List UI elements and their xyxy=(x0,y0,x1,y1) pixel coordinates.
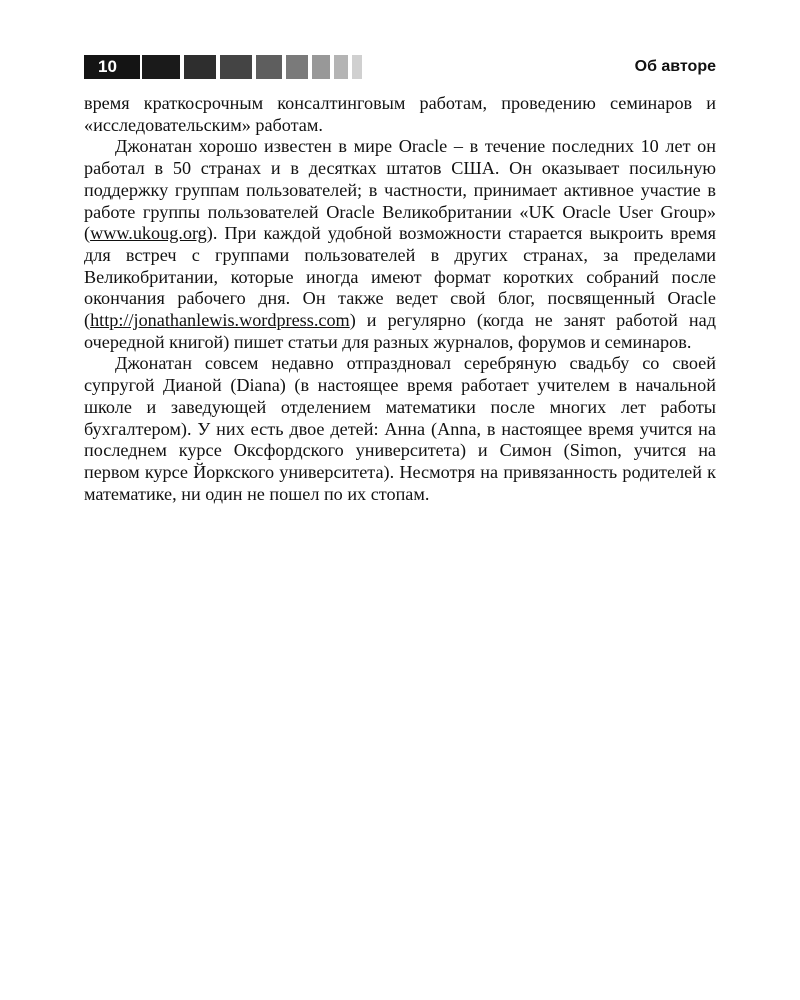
paragraph-text: Джонатан хорошо известен в мире Oracle – в течение последних 10 лет он работал в 50 странах и в десятках штатов США. Он оказывает посильную поддержку группам пользователей; в частности, принимает активное участие в работе группы пользователей Oracle Великобритании «UK Oracle User Group» ( xyxy=(84,136,716,244)
blog-link[interactable]: http://jonathanlewis.wordpress.com xyxy=(90,310,350,331)
paragraph: Джонатан совсем недавно отпраздновал серебряную свадьбу со своей супругой Дианой (Diana) (в настоящее время работает учителем в начальной школе и заведующей отделением математики после многих лет работы бухгалтером). У них есть двое детей: Анна (Anna, в настоящее время учится на последнем курсе Оксфордского университета) и Симон (Simon, учится на первом курсе Йоркского университета). Несмотря на привязанность родителей к математике, ни один не пошел по их стопам. xyxy=(84,353,716,504)
header-bar xyxy=(312,55,330,79)
header-bar xyxy=(256,55,282,79)
body-text xyxy=(84,93,716,505)
section-title: Об авторе xyxy=(634,58,716,75)
header-bar xyxy=(220,55,252,79)
page-number: 10 xyxy=(84,55,140,79)
ukoug-link[interactable]: www.ukoug.org xyxy=(90,223,207,244)
header-bar xyxy=(184,55,216,79)
paragraph xyxy=(84,136,716,353)
page-header xyxy=(84,55,716,79)
header-bar xyxy=(352,55,362,79)
paragraph-text: ). При каждой удобной возможности старается выкроить время для встреч с группами пользователей в других странах, за пределами Великобритании, которые иногда имеют формат коротких собраний после окончания рабочего дня. Он также ведет свой блог, посвященный Oracle ( xyxy=(84,223,716,331)
paragraph-text: ) и регулярно (когда не занят работой над очередной книгой) пишет статьи для разных журналов, форумов и семинаров. xyxy=(84,310,716,352)
header-bar xyxy=(142,55,180,79)
header-bar xyxy=(334,55,348,79)
header-bar xyxy=(286,55,308,79)
paragraph: время краткосрочным консалтинговым работам, проведению семинаров и «исследовательским» работам. xyxy=(84,93,716,135)
